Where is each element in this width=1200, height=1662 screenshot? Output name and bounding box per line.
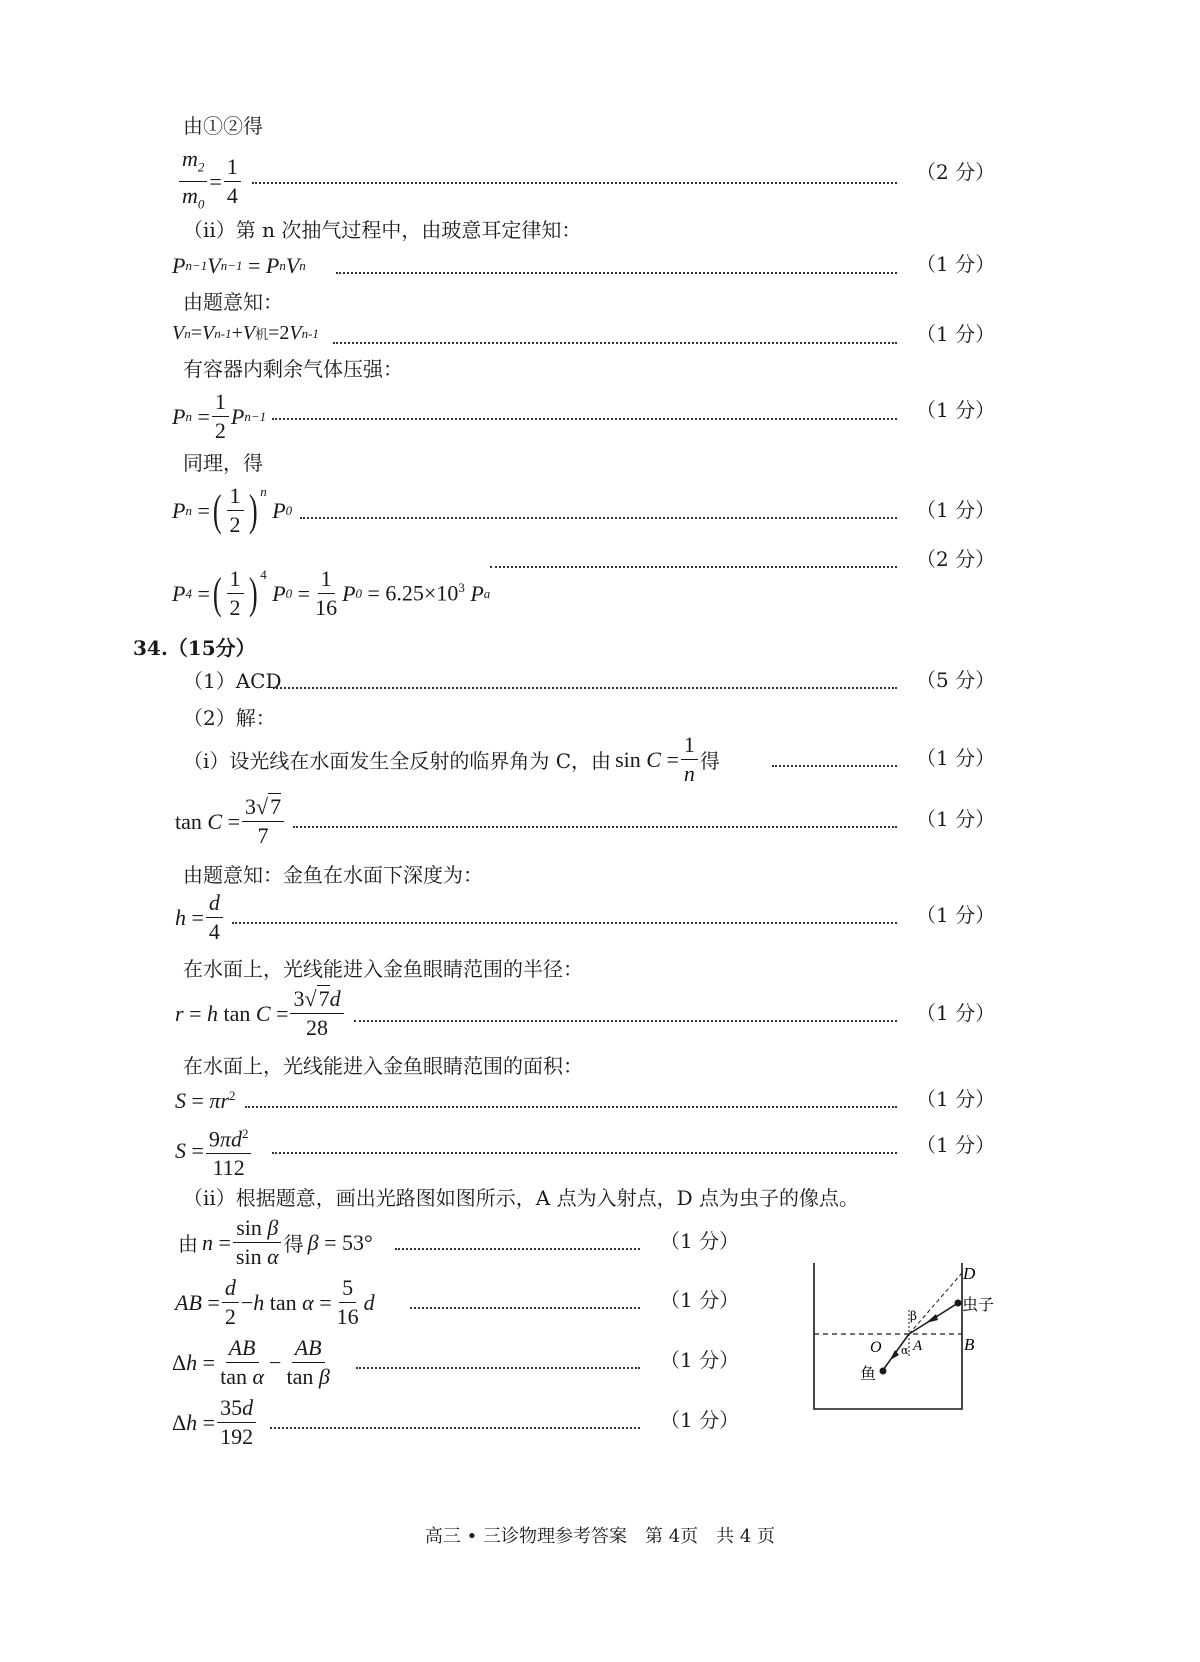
score: （1 分） <box>916 498 996 522</box>
text-from-12: 由①②得 <box>183 114 263 138</box>
label-b: B <box>964 1335 975 1354</box>
leader-dots <box>772 765 897 767</box>
score: （2 分） <box>916 160 996 184</box>
arrow-head-2 <box>890 1350 899 1360</box>
eq-ab: AB = $\frac{d}{2}$ − h tan α = $\frac{5}{16}$ d <box>175 1275 375 1329</box>
eq-area-1: S = πr $^2$ <box>175 1088 236 1113</box>
score: （1 分） <box>916 807 996 831</box>
text-ii-part2: （ii）根据题意，画出光路图如图所示，A 点为入射点，D 点为虫子的像点。 <box>183 1186 859 1210</box>
text-i-line: （i）设光线在水面发生全反射的临界角为 C，由 <box>183 749 612 773</box>
leader-dots <box>272 1152 897 1154</box>
score: （1 分） <box>660 1229 740 1253</box>
leader-dots <box>272 418 897 420</box>
text-depth: 由题意知：金鱼在水面下深度为： <box>183 863 483 887</box>
score: （1 分） <box>660 1348 740 1372</box>
eq-half-pressure: P n = $\frac{1}{2}$ P n−1 <box>172 389 267 443</box>
score: （1 分） <box>660 1408 740 1432</box>
leader-dots <box>356 1367 640 1369</box>
leader-dots <box>490 566 897 568</box>
leader-dots <box>273 687 897 689</box>
eq-p4: P 4 = ( $\frac{1}{2}$ ) $^4$ P 0 = $\frac{1}{16}$ P 0 = $6.25\times 10^3$ P a <box>172 566 491 620</box>
leader-dots <box>333 342 897 344</box>
text-part1: （1）ACD <box>183 669 282 693</box>
light-path-figure <box>800 1255 1020 1425</box>
question-34-heading: 34.（15分） <box>133 636 256 660</box>
label-bug: 虫子 <box>962 1295 995 1314</box>
score: （1 分） <box>916 322 996 346</box>
virtual-ray <box>909 1273 962 1334</box>
eq-delta-h-1: Δ h = $\frac{AB}{\text{tan α}}$ − $\frac{AB}{\text{tan β}}$ <box>172 1335 330 1389</box>
leader-dots <box>395 1248 640 1250</box>
label-beta: β <box>910 1309 917 1323</box>
text-similarly: 同理，得 <box>183 451 263 475</box>
score: （1 分） <box>916 398 996 422</box>
score: （1 分） <box>916 1133 996 1157</box>
page-footer: 高三 • 三诊物理参考答案 第 4页 共 4 页 <box>424 1526 776 1547</box>
text-by-meaning: 由题意知： <box>183 290 283 314</box>
score: （5 分） <box>916 668 996 692</box>
leader-dots <box>293 826 897 828</box>
eq-volume: V n = V n-1 + V 机 =2 V n-1 <box>172 322 319 344</box>
text-area: 在水面上，光线能进入金鱼眼睛范围的面积： <box>183 1054 583 1078</box>
text-i-line-end: 得 <box>699 749 720 773</box>
eq-radius: r = h tan C = $\frac{3√7d}{28}$ <box>175 987 346 1040</box>
fish-point <box>880 1368 887 1375</box>
text-ii-heading: （ii）第 n 次抽气过程中，由玻意耳定律知： <box>183 218 582 242</box>
eq-boyle: P n−1 V n−1 = P n V n <box>172 253 306 278</box>
score: （1 分） <box>916 903 996 927</box>
eq-area-2: S = $\frac{9\pi d^2}{112}$ <box>175 1122 253 1180</box>
label-alpha: α <box>901 1344 909 1357</box>
eq-critical-angle: （i）设光线在水面发生全反射的临界角为 C，由 sin C = $\frac{1}{n}$ 得 <box>183 732 720 786</box>
leader-dots <box>336 272 897 274</box>
leader-dots <box>232 922 897 924</box>
eq-delta-h-2: Δ h = $\frac{35d}{192}$ <box>172 1396 258 1449</box>
score: （1 分） <box>916 1001 996 1025</box>
leader-dots <box>410 1307 640 1309</box>
score: （1 分） <box>916 746 996 770</box>
text-remaining: 有容器内剩余气体压强： <box>183 357 403 381</box>
eq-depth: h = $\frac{d}{4}$ <box>175 891 225 944</box>
label-d: D <box>963 1264 976 1283</box>
eq-pn-general: P n = ( $\frac{1}{2}$ ) $^n$ P 0 <box>172 483 293 537</box>
score: （2 分） <box>916 547 996 571</box>
score: （1 分） <box>660 1288 740 1312</box>
leader-dots <box>300 517 897 519</box>
leader-dots <box>354 1020 897 1022</box>
eq-tanc: tan C = $\frac{3√7}{7}$ <box>175 795 286 848</box>
eq-mass-ratio: $\frac{m_2}{m_0}$ = $\frac{1}{4}$ <box>177 147 243 217</box>
text-radius: 在水面上，光线能进入金鱼眼睛范围的半径： <box>183 957 583 981</box>
leader-dots <box>245 1106 897 1108</box>
label-a: A <box>913 1338 923 1354</box>
text-part2: （2）解： <box>183 706 276 730</box>
container-outline <box>814 1263 962 1409</box>
label-o: O <box>870 1339 882 1356</box>
leader-dots <box>252 182 897 184</box>
score: （1 分） <box>916 1087 996 1111</box>
bug-point <box>955 1300 962 1307</box>
eq-snell: 由 n = $\frac{\text{sin β}}{\text{sin α}}$ 得 β = 53° <box>178 1215 373 1269</box>
arrow-head-1 <box>926 1314 938 1323</box>
score: （1 分） <box>916 252 996 276</box>
leader-dots <box>270 1427 640 1429</box>
label-fish: 鱼 <box>860 1364 877 1383</box>
